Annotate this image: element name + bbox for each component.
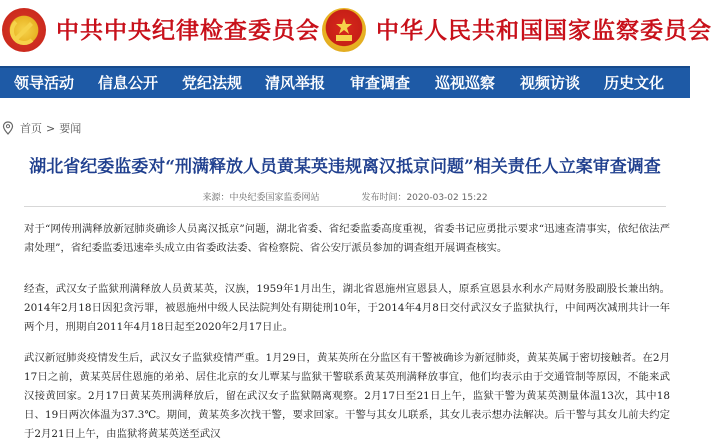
nav-item-leadership[interactable]: 领导活动 (14, 74, 75, 92)
site-header (0, 0, 712, 64)
breadcrumb (0, 118, 81, 138)
article-paragraph: 武汉新冠肺炎疫情发生后，武汉女子监狱疫情严重。1月29日，黄某英所在分监区有干警被确诊为新冠肺炎，黄某英属于密切接触者。在2月17日之前，黄某英居住恩施的弟弟、居住北京的女儿覃某与监狱干警联系黄某英刑满释放事宜，他们均表示由于交通管制等原因，不能来武汉接黄回家。2月17日黄某英刑满释放后，留在武汉女子监狱隔离观察。2月17日至21日上午，监狱干警为黄某英测量体温13次，其中18日、19日两次体温为37.3℃。期间，黄某英多次找干警，要求回家。干警与其女儿联系，其女儿表示想办法解决。后干警与其女儿前夫约定于2月21日上午，由监狱将黄某英送至武汉 (24, 352, 670, 440)
nav-item-history[interactable]: 历史文化 (604, 74, 665, 92)
nav-item-video[interactable]: 视频访谈 (520, 74, 581, 92)
nav-item-report[interactable]: 清风举报 (265, 74, 326, 92)
article-title: 湖北省纪委监委对“刑满释放人员黄某英违规离汉抵京问题”相关责任人立案审查调查 (29, 157, 661, 177)
article-date: 发布时间：2020-03-02 15:22 (361, 193, 488, 203)
article-paragraph: 对于“网传刑满释放新冠肺炎确诊人员离汉抵京”问题，湖北省委、省纪委监委高度重视，省委书记应勇批示要求“迅速查清事实，依纪依法严肃处理”，省纪委监委迅速牵头成立由省委政法委、省检察院、省公安厅派员参加的调查组开展调查核实。 (24, 223, 670, 254)
ccdi-title[interactable]: 中共中央纪律检查委员会 (56, 17, 320, 44)
national-emblem-icon[interactable] (322, 8, 366, 52)
nav-item-regulations[interactable]: 党纪法规 (182, 74, 243, 92)
main-nav (0, 66, 690, 98)
article-source: 来源：中央纪委国家监委网站 (202, 193, 320, 203)
party-emblem-icon[interactable] (2, 8, 46, 52)
nav-item-investigation[interactable]: 审查调查 (350, 74, 411, 92)
nav-item-inspection[interactable]: 巡视巡察 (435, 74, 496, 92)
nsc-title[interactable]: 中华人民共和国国家监察委员会 (376, 17, 712, 44)
title-divider (24, 206, 666, 207)
article-paragraph: 经查，武汉女子监狱刑满释放人员黄某英，汉族，1959年1月出生，湖北省恩施州宣恩县人，原系宣恩县水利水产局财务股副股长兼出纳。2014年2月18日因犯贪污罪，被恩施州中级人民法院判处有期徒刑10年，于2014年4月8日交付武汉女子监狱执行，中间两次减刑共计一年两个月，刑期自2011年4月18日起至2020年2月17日止。 (24, 283, 670, 333)
breadcrumb-home[interactable]: 首页 (20, 122, 42, 135)
article-meta (0, 190, 690, 203)
breadcrumb-current[interactable]: 要闻 (59, 122, 82, 135)
location-pin-icon (2, 121, 14, 135)
breadcrumb-separator: > (46, 121, 56, 135)
nav-item-info-disclosure[interactable]: 信息公开 (98, 74, 159, 92)
